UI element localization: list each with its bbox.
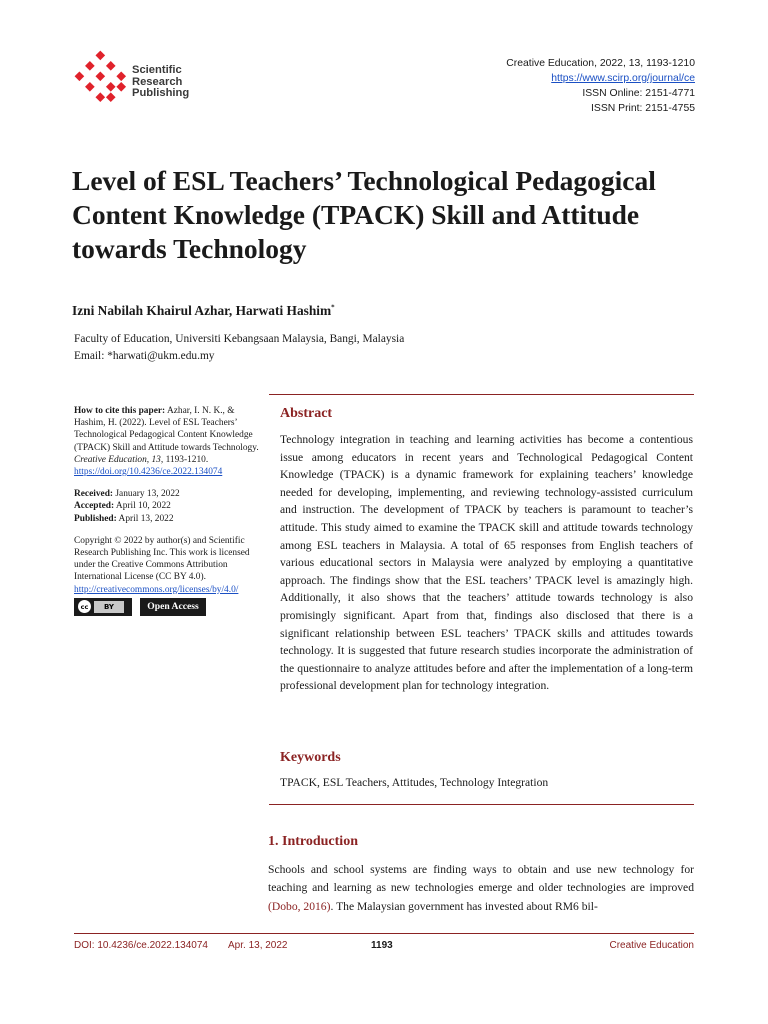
abstract-heading: Abstract (280, 406, 333, 421)
logo-diamond (75, 71, 85, 81)
open-access-badge: Open Access (140, 598, 206, 616)
cite-text: Azhar, I. N. K., & Hashim, H. (2022). Level of ESL Teachers’ Technological Pedagogical Content Knowledge (TPACK) Skill and Attitude towards Technology. (74, 406, 259, 453)
cc-by-badge[interactable] (74, 598, 132, 616)
article-sidebar (74, 405, 266, 616)
logo-diamond (106, 61, 116, 71)
accepted-label: Accepted: (74, 501, 115, 512)
journal-citation: Creative Education, 2022, 13, 1193-1210 (506, 58, 695, 69)
journal-info (506, 56, 695, 116)
how-to-cite (74, 405, 266, 478)
cite-pages: 1193-1210. (163, 454, 209, 465)
publisher-name-line: Research (132, 75, 183, 88)
license-link[interactable]: http://creativecommons.org/licenses/by/4.0/ (74, 584, 239, 595)
journal-url-link[interactable]: https://www.scirp.org/journal/ce (551, 73, 695, 84)
publisher-name-line: Scientific (132, 64, 182, 76)
author-names: Izni Nabilah Khairul Azhar, Harwati Hashim (72, 303, 332, 318)
logo-diamond (106, 92, 116, 102)
published-value: April 13, 2022 (116, 513, 174, 524)
by-icon: BY (94, 601, 124, 613)
logo-diamond (106, 82, 116, 92)
doi-link[interactable]: https://doi.org/10.4236/ce.2022.134074 (74, 467, 223, 478)
logo-diamond (85, 82, 95, 92)
accepted-date (74, 500, 266, 512)
footer-journal: Creative Education (609, 940, 694, 951)
footer-doi: DOI: 10.4236/ce.2022.134074 (74, 940, 208, 951)
keywords-bottom-rule (269, 804, 694, 805)
intro-text-before: Schools and school systems are finding ways to obtain and use new technology for teaching and learning as new technologies emerge and older technologies are improved (268, 863, 694, 895)
paper-authors (72, 303, 335, 319)
logo-diamond (116, 71, 126, 81)
logo-diamond (116, 82, 126, 92)
issn-online: ISSN Online: 2151-4771 (582, 88, 695, 99)
received-label: Received: (74, 489, 114, 500)
paper-title: Level of ESL Teachers’ Technological Pedagogical Content Knowledge (TPACK) Skill and Attitude towards Technology (72, 165, 656, 264)
logo-diamond (85, 61, 95, 71)
keywords-body: TPACK, ESL Teachers, Attitudes, Technology Integration (280, 776, 549, 789)
page-number: 1193 (371, 940, 393, 951)
keywords-heading: Keywords (280, 750, 341, 765)
publisher-logo (70, 48, 210, 108)
publisher-name (132, 65, 189, 100)
affiliation: Faculty of Education, Universiti Kebangsaan Malaysia, Bangi, Malaysia (74, 333, 405, 345)
received-value: January 13, 2022 (113, 489, 180, 500)
received-date (74, 488, 266, 500)
issn-print: ISSN Print: 2151-4755 (591, 103, 695, 114)
cite-label: How to cite this paper: (74, 406, 166, 416)
footer-date: Apr. 13, 2022 (228, 940, 288, 951)
corresponding-author-mark: * (331, 303, 335, 312)
published-date (74, 513, 266, 525)
intro-text-after: . The Malaysian government has invested about RM6 bil- (330, 899, 598, 913)
accepted-value: April 10, 2022 (114, 501, 171, 512)
license-badges (74, 598, 266, 616)
footer-rule (74, 933, 694, 934)
publisher-logo-icon (70, 48, 130, 108)
intro-citation-link[interactable]: (Dobo, 2016) (268, 899, 331, 913)
introduction-heading: 1. Introduction (268, 834, 358, 849)
cc-icon: cc (78, 600, 91, 613)
publisher-name-line: Publishing (132, 87, 190, 99)
copyright-notice: Copyright © 2022 by author(s) and Scientific Research Publishing Inc. This work is licensed under the Creative Commons Attribution International License (CC BY 4.0). (74, 535, 250, 583)
published-label: Published: (74, 513, 117, 524)
logo-diamond (95, 71, 105, 81)
abstract-body: Technology integration in teaching and learning activities has become a contentious issue among educators in recent years and Technological Pedagogical Content Knowledge (TPACK) is a dynamic framework for explaining teachers’ knowledge needed for developing, implementing, and reviewing technology-assisted curriculum and instruction. The development of TPACK by teachers is paramount to teacher’s attitude. This study aimed to examine the TPACK skill and attitude towards technology among ESL teachers in Malaysia. A total of 65 responses from English teachers of various educational sectors in Malaysia were analyzed by employing a quantitative approach. The findings show that the ESL teachers’ TPACK level is amazingly high. Additionally, it also shows that the teachers’ attitude towards technology is also promisingly significant. Apart from that, findings also disclosed that there is a significant relationship between ESL teachers’ TPACK skills and attitudes towards technology. It is suggested that future research studies incorporate the administration of the questionnaire to analyze attitudes before and after the implementation of a long-term professional development plan for technology integration. (280, 433, 693, 693)
logo-diamond (95, 92, 105, 102)
abstract-top-rule (269, 394, 694, 395)
email: Email: *harwati@ukm.edu.my (74, 350, 215, 362)
cite-journal: Creative Education, 13, (74, 454, 164, 465)
logo-diamond (95, 51, 105, 61)
introduction-body (268, 861, 694, 916)
